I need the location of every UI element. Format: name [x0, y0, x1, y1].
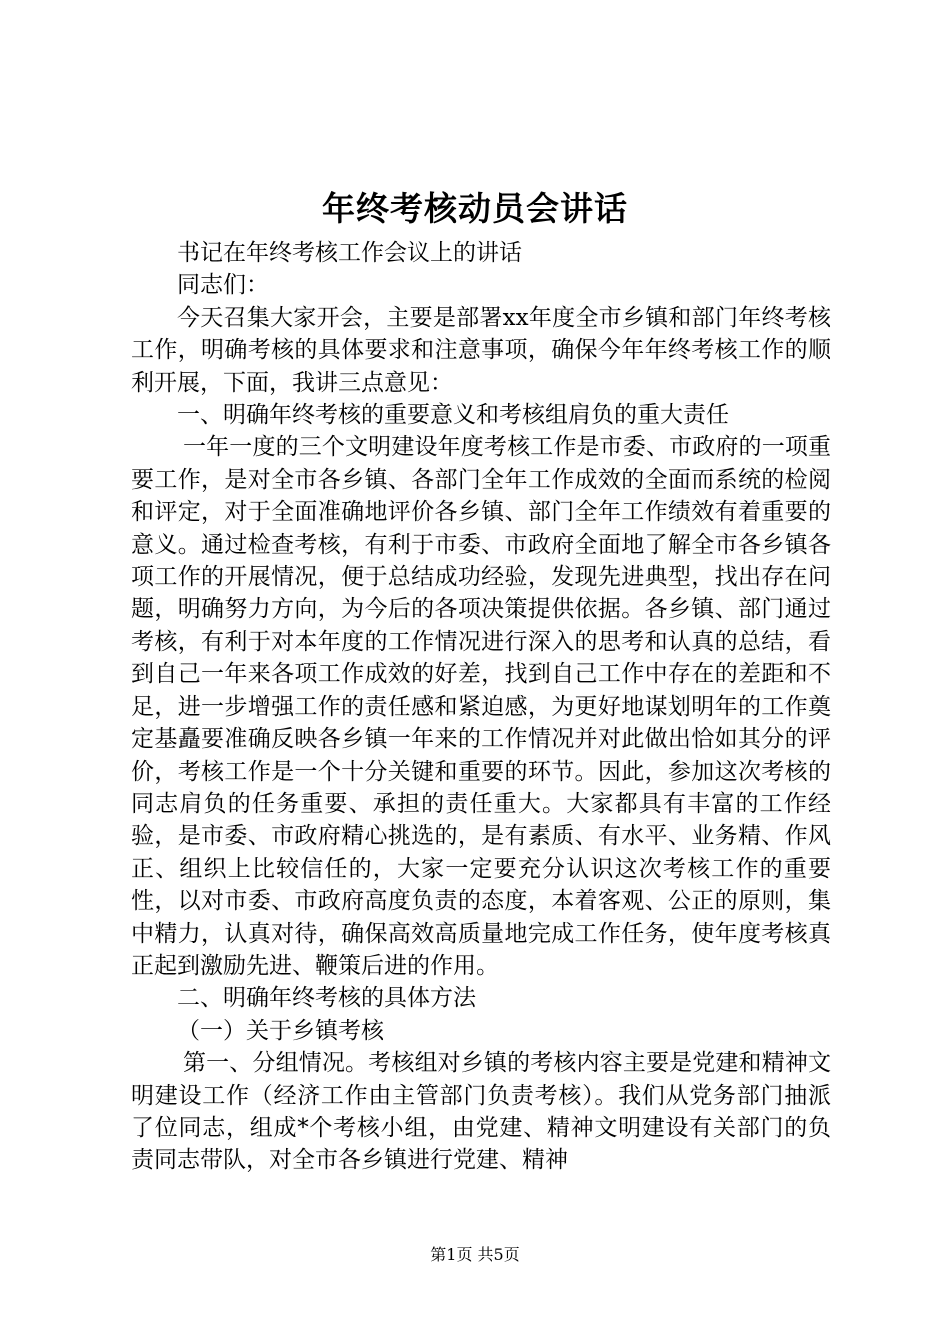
subtitle-paragraph: 书记在年终考核工作会议上的讲话 [177, 240, 522, 266]
salutation-paragraph: 同志们： [177, 272, 269, 299]
body-paragraph: 一年一度的三个文明建设年度考核工作是市委、市政府的一项重要工作，是对全市各乡镇、各部门全年工作成效的全面而系统的检阅和评定，对于全面准确地评价各乡镇、部门全年工作绩效有着重要的意义。通过检查考核，有利于市委、市政府全面地了解全市各乡镇各项工作的开展情况，便于总结成功经验，发现先进典型，找出存在问题，明确努力方向，为今后的各项决策提供依据。各乡镇、部门通过考核，有利于对本年度的工作情况进行深入的思考和认真的总结，看到自己一年来各项工作成效的好差，找到自己工作中存在的差距和不足，进一步增强工作的责任感和紧迫感，为更好地谋划明年的工作奠定基矗要准确反映各乡镇一年来的工作情况并对此做出恰如其分的评价，考核工作是一个十分关键和重要的环节。因此，参加这次考核的同志肩负的任务重要、承担的责任重大。大家都具有丰富的工作经验，是市委、市政府精心挑选的，是有素质、有水平、业务精、作风正、组织上比较信任的，大家一定要充分认识这次考核工作的重要性，以对市委、市政府高度负责的态度，本着客观、公正的原则，集中精力，认真对待，确保高效高质量地完成工作任务，使年度考核真正起到激励先进、鞭策后进的作用。 [131, 434, 831, 979]
page-footer: 第1页 共5页 [430, 1245, 520, 1264]
document-title: 年终考核动员会讲话 [322, 189, 628, 228]
section-heading-2: 二、明确年终考核的具体方法 [177, 985, 476, 1012]
intro-paragraph: 今天召集大家开会，主要是部署xx年度全市乡镇和部门年终考核工作，明确考核的具体要求和注意事项，确保今年年终考核工作的顺利开展，下面，我讲三点意见： [131, 304, 831, 396]
document-body [131, 237, 831, 1177]
subsection-heading-1: （一）关于乡镇考核 [177, 1017, 384, 1044]
section-heading-1: 一、明确年终考核的重要意义和考核组肩负的重大责任 [177, 402, 729, 429]
body-paragraph: 第一、分组情况。考核组对乡镇的考核内容主要是党建和精神文明建设工作（经济工作由主管部门负责考核）。我们从党务部门抽派了位同志，组成*个考核小组，由党建、精神文明建设有关部门的负责同志带队，对全市各乡镇进行党建、精神 [131, 1050, 831, 1174]
